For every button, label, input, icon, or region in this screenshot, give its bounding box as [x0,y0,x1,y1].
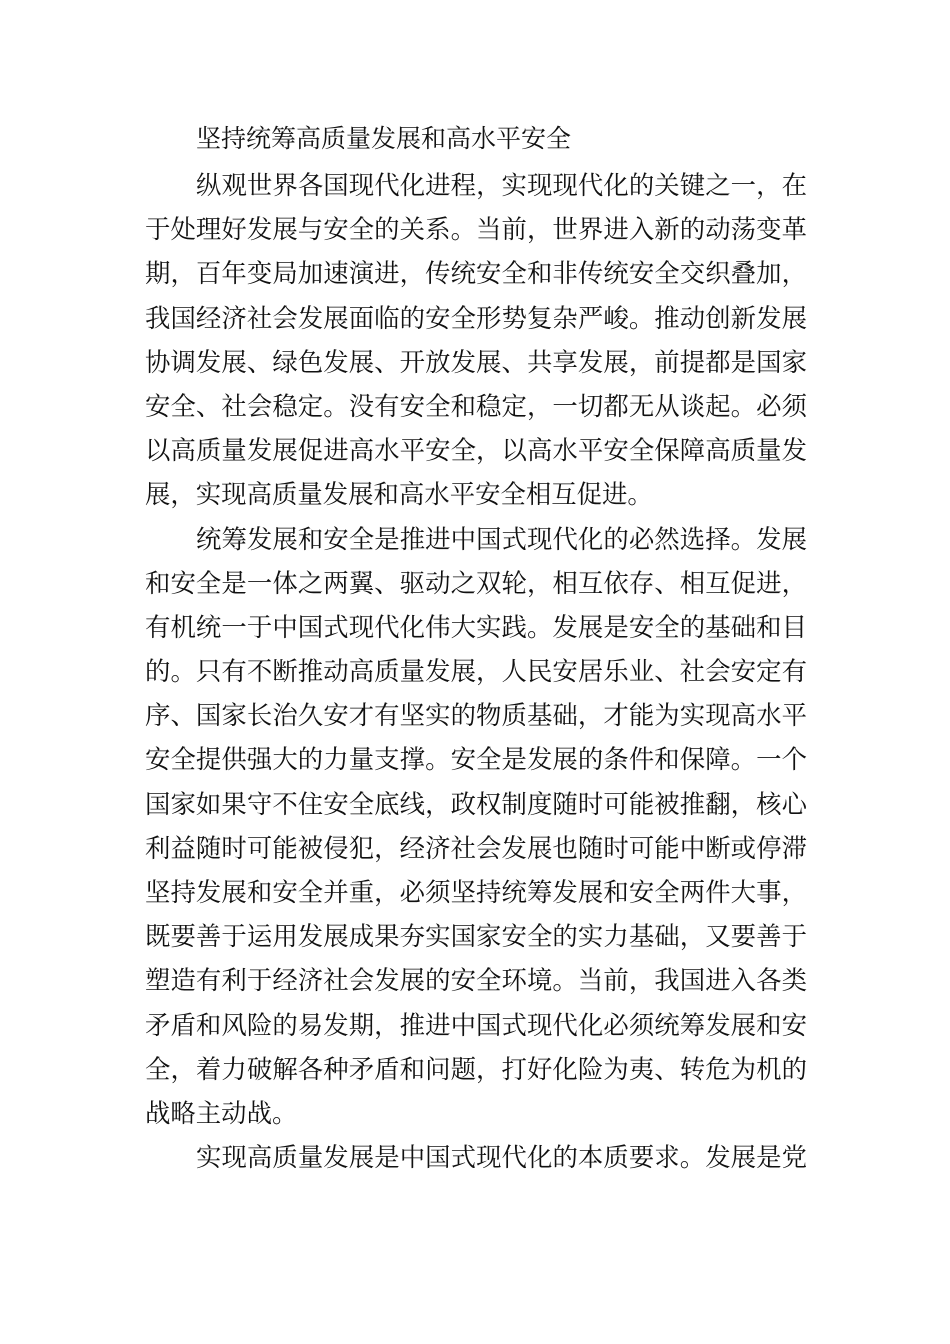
text-line: 有机统一于中国式现代化伟大实践。发展是安全的基础和目 [145,611,807,642]
text-line: 序、国家长治久安才有坚实的物质基础，才能为实现高水平 [145,700,807,731]
text-line: 安全提供强大的力量支撑。安全是发展的条件和保障。一个 [145,744,807,775]
text-line: 实现高质量发展是中国式现代化的本质要求。发展是党 [196,1142,807,1173]
text-line: 统筹发展和安全是推进中国式现代化的必然选择。发展 [196,523,807,554]
text-line: 展，实现高质量发展和高水平安全相互促进。 [145,479,653,510]
text-line: 国家如果守不住安全底线，政权制度随时可能被推翻，核心 [145,788,807,819]
text-line: 于处理好发展与安全的关系。当前，世界进入新的动荡变革 [145,214,807,245]
text-line: 以高质量发展促进高水平安全，以高水平安全保障高质量发 [145,435,807,466]
text-line: 战略主动战。 [145,1097,298,1128]
text-line: 协调发展、绿色发展、开放发展、共享发展，前提都是国家 [145,346,807,377]
text-line: 期，百年变局加速演进，传统安全和非传统安全交织叠加， [145,258,807,289]
text-line: 我国经济社会发展面临的安全形势复杂严峻。推动创新发展 [145,302,807,333]
text-line: 安全、社会稳定。没有安全和稳定，一切都无从谈起。必须 [145,390,807,421]
text-line: 全，着力破解各种矛盾和问题，打好化险为夷、转危为机的 [145,1053,807,1084]
text-line: 塑造有利于经济社会发展的安全环境。当前，我国进入各类 [145,965,807,996]
text-line: 纵观世界各国现代化进程，实现现代化的关键之一，在 [196,170,807,200]
text-line: 矛盾和风险的易发期，推进中国式现代化必须统筹发展和安 [145,1009,807,1040]
text-line: 和安全是一体之两翼、驱动之双轮，相互依存、相互促进， [145,567,807,598]
document-body [145,163,807,1179]
text-line: 的。只有不断推动高质量发展，人民安居乐业、社会安定有 [145,656,807,687]
text-line: 既要善于运用发展成果夯实国家安全的实力基础，又要善于 [145,921,807,952]
text-line: 坚持发展和安全并重，必须坚持统筹发展和安全两件大事， [145,877,807,907]
text-line: 利益随时可能被侵犯，经济社会发展也随时可能中断或停滞 [145,832,807,863]
page-title: 坚持统筹高质量发展和高水平安全 [196,124,572,153]
